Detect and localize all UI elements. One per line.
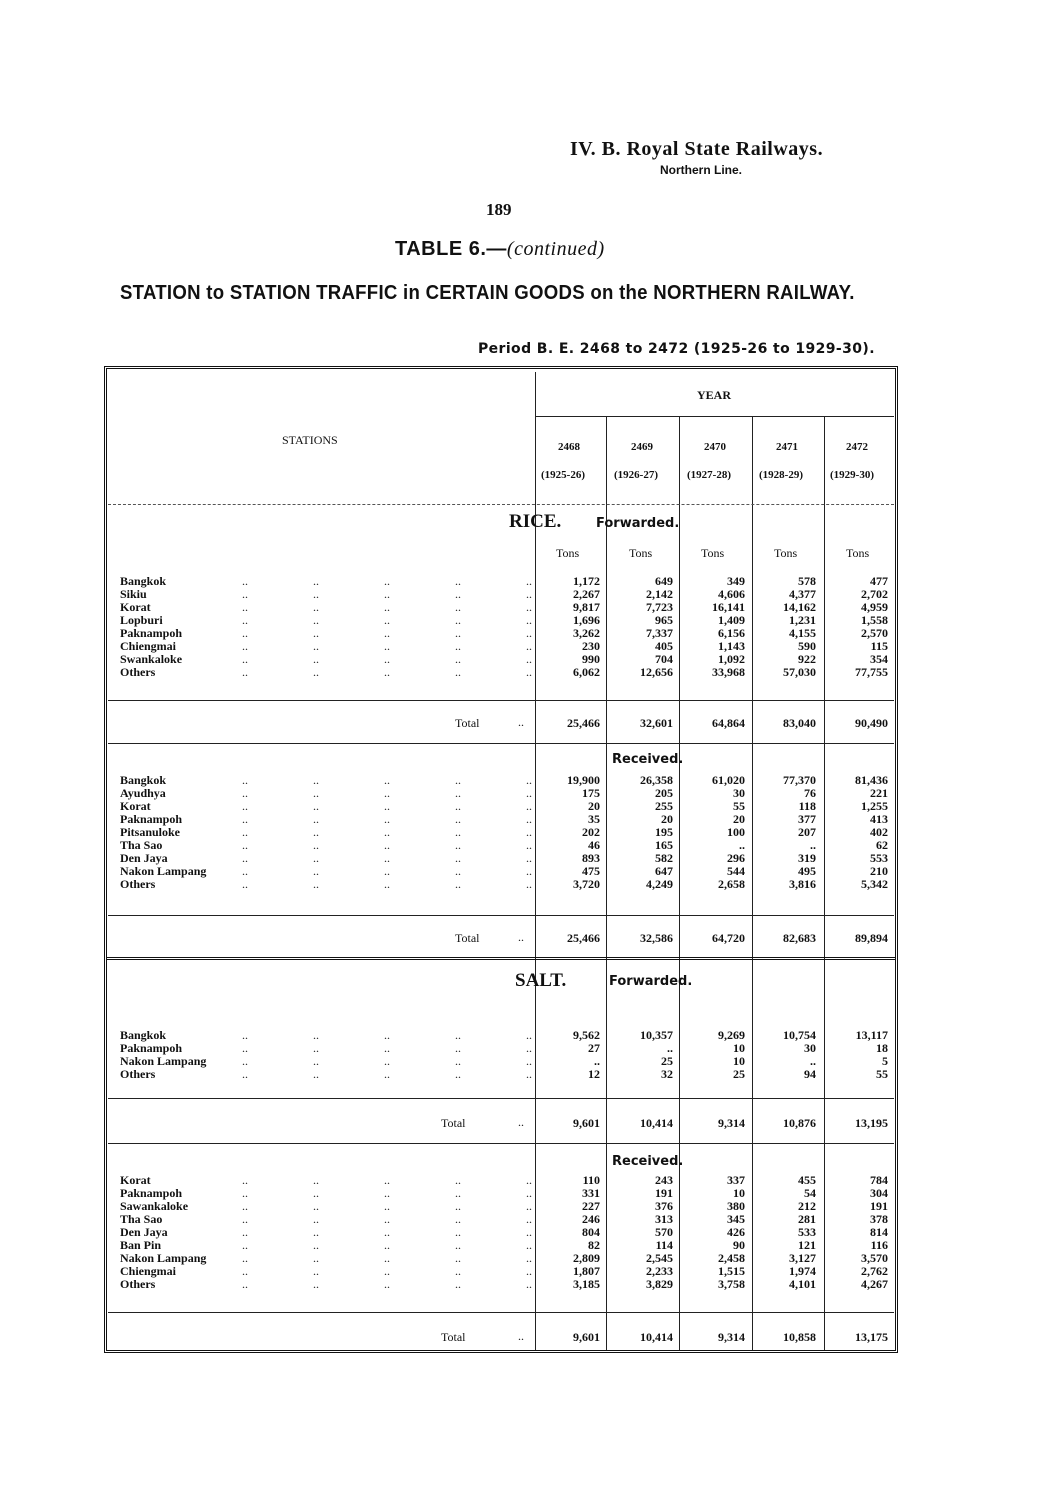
table-cell: 26,358 xyxy=(640,773,673,787)
period-label: Period B. E. 2468 to 2472 (1925-26 to 1929-30). xyxy=(478,341,875,357)
station-name: Lopburi xyxy=(120,613,163,627)
rule xyxy=(108,1143,894,1144)
value-column xyxy=(534,575,600,679)
table-cell: 9,562 xyxy=(573,1028,600,1042)
table-cell: 495 xyxy=(798,864,816,878)
table-cell: 191 xyxy=(870,1199,888,1213)
table-cell: 380 xyxy=(727,1199,745,1213)
table-cell: .. xyxy=(810,838,816,852)
table-cell: 1,092 xyxy=(718,652,745,666)
table-cell: 2,809 xyxy=(573,1251,600,1265)
total-cell: 89,894 xyxy=(855,931,888,945)
table-cell: 281 xyxy=(798,1212,816,1226)
table-cell: 116 xyxy=(870,1238,888,1252)
station-name: Korat xyxy=(120,1173,151,1187)
table-cell: 3,262 xyxy=(573,626,600,640)
total-cell: 32,586 xyxy=(640,931,673,945)
table-cell: 77,370 xyxy=(783,773,816,787)
table-cell: 2,142 xyxy=(646,587,673,601)
table-cell: 570 xyxy=(655,1225,673,1239)
leader-dots: .. xyxy=(518,1115,524,1129)
table-cell: 12,656 xyxy=(640,665,673,679)
table-cell: 210 xyxy=(870,864,888,878)
table-cell: 35 xyxy=(588,812,600,826)
unit-label: Tons xyxy=(846,546,870,560)
leader-dots: .. .. .. .. .. .. .. .. .. .. .. .. .. .. .. .. .. .. .. .. .. .. .. .. .. .. .. .. .. .. .. .. .. .. .. .. .. .. .. .. .. .. .. .. .. xyxy=(242,773,532,891)
table-cell: 205 xyxy=(655,786,673,800)
table-cell: 16,141 xyxy=(712,600,745,614)
table-cell: 331 xyxy=(582,1186,600,1200)
table-cell: 19,900 xyxy=(567,773,600,787)
table-cell: 10 xyxy=(733,1186,745,1200)
total-cell: 13,195 xyxy=(855,1116,888,1130)
value-column xyxy=(679,1029,745,1081)
table-cell: 804 xyxy=(582,1225,600,1239)
table-cell: 1,807 xyxy=(573,1264,600,1278)
table-cell: 2,267 xyxy=(573,587,600,601)
table-label: TABLE 6.— xyxy=(395,238,507,260)
station-name: Chiengmai xyxy=(120,1264,177,1278)
table-cell: 202 xyxy=(582,825,600,839)
value-column xyxy=(822,575,888,679)
table-cell: 30 xyxy=(733,786,745,800)
total-cell: 9,601 xyxy=(573,1330,600,1344)
table-cell: 582 xyxy=(655,851,673,865)
table-cell: 337 xyxy=(727,1173,745,1187)
station-name: Nakon Lampang xyxy=(120,1054,207,1068)
station-name: Nakon Lampang xyxy=(120,1251,207,1265)
year-ce: (1926-27) xyxy=(614,469,658,481)
year-be: 2468 xyxy=(558,441,580,453)
station-names xyxy=(120,1174,206,1291)
table-cell: 3,829 xyxy=(646,1277,673,1291)
table-cell: 55 xyxy=(876,1067,888,1081)
table-continued: (continued) xyxy=(506,238,605,260)
railway-title: IV. B. Royal State Railways. xyxy=(570,138,824,160)
table-cell: 4,959 xyxy=(861,600,888,614)
year-be: 2471 xyxy=(776,441,798,453)
total-label: Total xyxy=(441,1116,466,1130)
table-cell: 54 xyxy=(804,1186,816,1200)
station-name: Chiengmai xyxy=(120,639,177,653)
table-cell: 426 xyxy=(727,1225,745,1239)
table-cell: 12 xyxy=(588,1067,600,1081)
table-cell: 32 xyxy=(661,1067,673,1081)
table-cell: 922 xyxy=(798,652,816,666)
table-cell: 13,117 xyxy=(855,1028,888,1042)
value-column xyxy=(822,774,888,891)
table-cell: 990 xyxy=(582,652,600,666)
table-cell: 1,409 xyxy=(718,613,745,627)
salt-section-title: SALT. xyxy=(515,970,567,991)
value-column xyxy=(822,1174,888,1291)
station-name: Paknampoh xyxy=(120,626,183,640)
table-cell: 704 xyxy=(655,652,673,666)
leader-dots: .. xyxy=(518,1329,524,1343)
rule xyxy=(108,743,894,744)
table-cell: .. xyxy=(810,1054,816,1068)
table-cell: 413 xyxy=(870,812,888,826)
table-cell: 2,702 xyxy=(861,587,888,601)
total-cell: 32,601 xyxy=(640,716,673,730)
table-cell: 349 xyxy=(727,574,745,588)
table-cell: .. xyxy=(667,1041,673,1055)
total-cell: 64,864 xyxy=(712,716,745,730)
table-cell: 94 xyxy=(804,1067,816,1081)
table-cell: 647 xyxy=(655,864,673,878)
table-cell: 255 xyxy=(655,799,673,813)
value-column xyxy=(679,575,745,679)
table-cell: 4,101 xyxy=(789,1277,816,1291)
station-name: Bangkok xyxy=(120,1028,167,1042)
table-cell: 578 xyxy=(798,574,816,588)
table-cell: 3,570 xyxy=(861,1251,888,1265)
table-cell: 2,458 xyxy=(718,1251,745,1265)
table-cell: 62 xyxy=(876,838,888,852)
total-label: Total xyxy=(455,716,480,730)
table-cell: 27 xyxy=(588,1041,600,1055)
table-cell: 25 xyxy=(661,1054,673,1068)
table-cell: 304 xyxy=(870,1186,888,1200)
table-cell: 2,545 xyxy=(646,1251,673,1265)
table-cell: 4,606 xyxy=(718,587,745,601)
stations-header: STATIONS xyxy=(282,433,338,447)
table-cell: 649 xyxy=(655,574,673,588)
table-cell: 3,185 xyxy=(573,1277,600,1291)
station-name: Tha Sao xyxy=(120,838,163,852)
page-number: 189 xyxy=(486,200,512,219)
table-cell: 195 xyxy=(655,825,673,839)
table-cell: 1,558 xyxy=(861,613,888,627)
total-cell: 25,466 xyxy=(567,716,600,730)
station-name: Others xyxy=(120,1067,156,1081)
station-name: Sikiu xyxy=(120,587,147,601)
unit-label: Tons xyxy=(629,546,653,560)
year-header: YEAR xyxy=(697,388,732,402)
table-cell: 477 xyxy=(870,574,888,588)
table-cell: 1,172 xyxy=(573,574,600,588)
value-column xyxy=(679,774,745,891)
total-cell: 9,601 xyxy=(573,1116,600,1130)
table-cell: 2,570 xyxy=(861,626,888,640)
value-column xyxy=(750,575,816,679)
table-cell: 227 xyxy=(582,1199,600,1213)
table-cell: 46 xyxy=(588,838,600,852)
table-cell: 6,156 xyxy=(718,626,745,640)
table-cell: 175 xyxy=(582,786,600,800)
station-name: Ban Pin xyxy=(120,1238,162,1252)
table-cell: 7,723 xyxy=(646,600,673,614)
table-cell: 376 xyxy=(655,1199,673,1213)
total-cell: 10,414 xyxy=(640,1116,673,1130)
table-cell: 893 xyxy=(582,851,600,865)
station-name: Korat xyxy=(120,600,151,614)
table-cell: 10,357 xyxy=(640,1028,673,1042)
table-cell: 20 xyxy=(661,812,673,826)
leader-dots: .. .. .. .. .. .. .. .. .. .. .. .. .. .. .. .. .. .. .. .. .. .. .. .. .. .. .. .. .. .. .. .. .. .. .. .. .. .. .. .. xyxy=(242,574,532,679)
table-cell: 2,762 xyxy=(861,1264,888,1278)
table-cell: 221 xyxy=(870,786,888,800)
table-cell: 3,720 xyxy=(573,877,600,891)
table-cell: 1,231 xyxy=(789,613,816,627)
table-cell: 1,696 xyxy=(573,613,600,627)
station-name: Others xyxy=(120,877,156,891)
table-cell: 33,968 xyxy=(712,665,745,679)
value-column xyxy=(750,1174,816,1291)
table-cell: 313 xyxy=(655,1212,673,1226)
station-name: Pitsanuloke xyxy=(120,825,181,839)
station-name: Korat xyxy=(120,799,151,813)
total-cell: 9,314 xyxy=(718,1330,745,1344)
table-cell: 4,249 xyxy=(646,877,673,891)
table-cell: 4,155 xyxy=(789,626,816,640)
document-title: STATION to STATION TRAFFIC in CERTAIN GOODS on the NORTHERN RAILWAY. xyxy=(120,282,855,304)
station-name: Bangkok xyxy=(120,773,167,787)
table-cell: 455 xyxy=(798,1173,816,1187)
table-cell: 230 xyxy=(582,639,600,653)
table-cell: 212 xyxy=(798,1199,816,1213)
unit-label: Tons xyxy=(556,546,580,560)
table-cell: 30 xyxy=(804,1041,816,1055)
table-cell: 2,233 xyxy=(646,1264,673,1278)
value-column xyxy=(822,1029,888,1081)
value-column xyxy=(607,1174,673,1291)
total-cell: 9,314 xyxy=(718,1116,745,1130)
table-cell: 100 xyxy=(727,825,745,839)
table-cell: 61,020 xyxy=(712,773,745,787)
table-cell: 81,436 xyxy=(855,773,888,787)
leader-dots: .. .. .. .. .. .. .. .. .. .. .. .. .. .. .. .. .. .. .. .. .. .. .. .. .. .. .. .. .. .. .. .. .. .. .. .. .. .. .. .. .. .. .. .. .. xyxy=(242,1173,532,1291)
header-rule xyxy=(108,504,894,505)
table-cell: .. xyxy=(594,1054,600,1068)
total-label: Total xyxy=(441,1330,466,1344)
table-cell: 3,127 xyxy=(789,1251,816,1265)
table-cell: 18 xyxy=(876,1041,888,1055)
table-cell: 9,817 xyxy=(573,600,600,614)
table-cell: 2,658 xyxy=(718,877,745,891)
year-ce: (1928-29) xyxy=(759,469,803,481)
table-cell: 20 xyxy=(733,812,745,826)
table-cell: 475 xyxy=(582,864,600,878)
value-column xyxy=(534,1029,600,1081)
table-cell: 10 xyxy=(733,1054,745,1068)
rule xyxy=(108,700,894,701)
station-name: Den Jaya xyxy=(120,851,168,865)
table-cell: 207 xyxy=(798,825,816,839)
rule xyxy=(108,915,894,916)
table-cell: 7,337 xyxy=(646,626,673,640)
year-be: 2470 xyxy=(704,441,726,453)
rice-forwarded-label: Forwarded. xyxy=(596,516,680,531)
table-cell: 402 xyxy=(870,825,888,839)
table-cell: 82 xyxy=(588,1238,600,1252)
table-cell: 1,974 xyxy=(789,1264,816,1278)
table-cell: 553 xyxy=(870,851,888,865)
table-cell: 165 xyxy=(655,838,673,852)
total-cell: 90,490 xyxy=(855,716,888,730)
table-cell: 378 xyxy=(870,1212,888,1226)
station-name: Ayudhya xyxy=(120,786,166,800)
table-cell: 6,062 xyxy=(573,665,600,679)
salt-received-label: Received. xyxy=(612,1154,684,1169)
total-cell: 83,040 xyxy=(783,716,816,730)
table-cell: 25 xyxy=(733,1067,745,1081)
table-cell: 784 xyxy=(870,1173,888,1187)
total-cell: 64,720 xyxy=(712,931,745,945)
table-cell: 405 xyxy=(655,639,673,653)
table-cell: .. xyxy=(739,838,745,852)
value-column xyxy=(607,774,673,891)
value-column xyxy=(679,1174,745,1291)
salt-forwarded-label: Forwarded. xyxy=(609,974,693,989)
table-cell: 319 xyxy=(798,851,816,865)
year-be: 2472 xyxy=(846,441,868,453)
station-name: Paknampoh xyxy=(120,1041,183,1055)
table-cell: 114 xyxy=(655,1238,673,1252)
table-cell: 20 xyxy=(588,799,600,813)
year-be: 2469 xyxy=(631,441,653,453)
value-column xyxy=(750,1029,816,1081)
table-cell: 77,755 xyxy=(855,665,888,679)
table-cell: 55 xyxy=(733,799,745,813)
station-name: Paknampoh xyxy=(120,1186,183,1200)
value-column xyxy=(750,774,816,891)
total-cell: 13,175 xyxy=(855,1330,888,1344)
value-column xyxy=(534,1174,600,1291)
year-ce: (1929-30) xyxy=(830,469,874,481)
total-cell: 10,414 xyxy=(640,1330,673,1344)
table-cell: 345 xyxy=(727,1212,745,1226)
rice-received-label: Received. xyxy=(612,752,684,767)
table-cell: 5 xyxy=(882,1054,888,1068)
leader-dots: .. xyxy=(518,930,524,944)
table-cell: 296 xyxy=(727,851,745,865)
table-cell: 243 xyxy=(655,1173,673,1187)
year-ce: (1925-26) xyxy=(541,469,585,481)
rule xyxy=(108,1312,894,1313)
station-name: Bangkok xyxy=(120,574,167,588)
total-cell: 25,466 xyxy=(567,931,600,945)
rule xyxy=(108,1098,894,1099)
table-cell: 121 xyxy=(798,1238,816,1252)
year-rule xyxy=(536,416,894,417)
table-cell: 965 xyxy=(655,613,673,627)
leader-dots: .. xyxy=(518,715,524,729)
table-cell: 14,162 xyxy=(783,600,816,614)
table-cell: 5,342 xyxy=(861,877,888,891)
table-cell: 4,267 xyxy=(861,1277,888,1291)
table-cell: 3,816 xyxy=(789,877,816,891)
table-cell: 1,255 xyxy=(861,799,888,813)
line-subtitle: Northern Line. xyxy=(660,163,743,177)
table-cell: 110 xyxy=(582,1173,600,1187)
value-column xyxy=(607,575,673,679)
table-cell: 3,758 xyxy=(718,1277,745,1291)
station-names xyxy=(120,575,182,679)
table-cell: 533 xyxy=(798,1225,816,1239)
table-cell: 246 xyxy=(582,1212,600,1226)
table-cell: 377 xyxy=(798,812,816,826)
table-cell: 9,269 xyxy=(718,1028,745,1042)
total-cell: 82,683 xyxy=(783,931,816,945)
total-label: Total xyxy=(455,931,480,945)
station-name: Paknampoh xyxy=(120,812,183,826)
unit-label: Tons xyxy=(774,546,798,560)
section-rule xyxy=(106,957,896,960)
table-cell: 544 xyxy=(727,864,745,878)
year-ce: (1927-28) xyxy=(687,469,731,481)
rice-section-title: RICE. xyxy=(509,511,562,532)
table-cell: 1,515 xyxy=(718,1264,745,1278)
station-name: Den Jaya xyxy=(120,1225,168,1239)
table-cell: 354 xyxy=(870,652,888,666)
table-cell: 90 xyxy=(733,1238,745,1252)
station-name: Sawankaloke xyxy=(120,1199,189,1213)
table-cell: 10,754 xyxy=(783,1028,816,1042)
station-name: Others xyxy=(120,665,156,679)
table-cell: 118 xyxy=(798,799,816,813)
station-names xyxy=(120,1029,206,1081)
table-cell: 814 xyxy=(870,1225,888,1239)
value-column xyxy=(534,774,600,891)
station-names xyxy=(120,774,206,891)
total-cell: 10,858 xyxy=(783,1330,816,1344)
table-title xyxy=(395,238,605,261)
station-name: Tha Sao xyxy=(120,1212,163,1226)
station-name: Nakon Lampang xyxy=(120,864,207,878)
leader-dots: .. .. .. .. .. .. .. .. .. .. .. .. .. .. .. .. .. .. .. .. xyxy=(242,1028,532,1081)
table-cell: 590 xyxy=(798,639,816,653)
table-cell: 115 xyxy=(870,639,888,653)
total-cell: 10,876 xyxy=(783,1116,816,1130)
table-cell: 10 xyxy=(733,1041,745,1055)
table-cell: 76 xyxy=(804,786,816,800)
station-name: Swankaloke xyxy=(120,652,183,666)
station-name: Others xyxy=(120,1277,156,1291)
unit-label: Tons xyxy=(701,546,725,560)
value-column xyxy=(607,1029,673,1081)
table-cell: 1,143 xyxy=(718,639,745,653)
table-cell: 4,377 xyxy=(789,587,816,601)
table-cell: 57,030 xyxy=(783,665,816,679)
table-cell: 191 xyxy=(655,1186,673,1200)
